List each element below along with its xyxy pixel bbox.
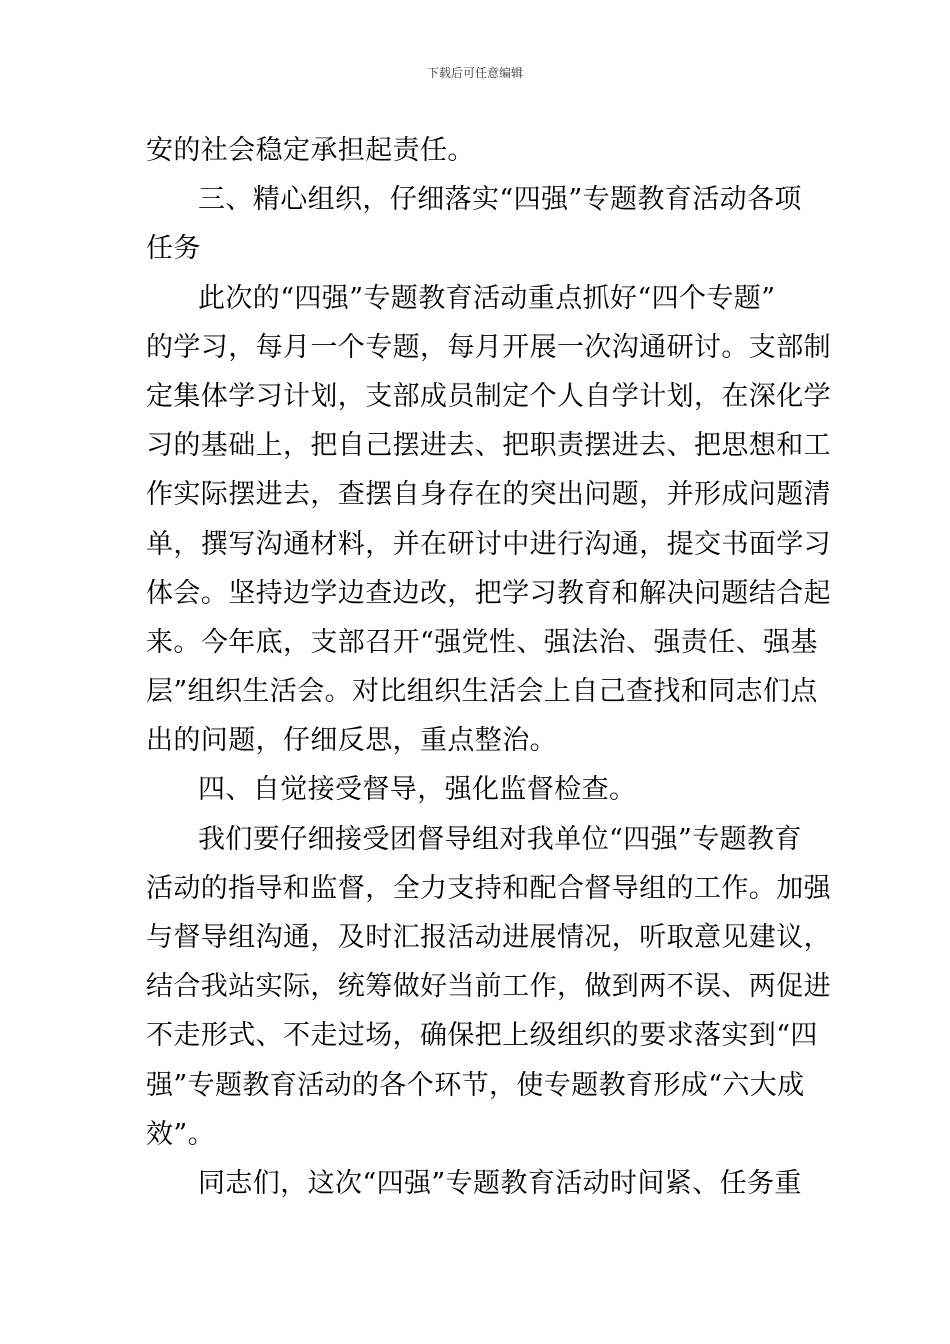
text-line: 四、自觉接受督导，强化监督检查。 xyxy=(198,774,637,806)
text-line: 体会。坚持边学边查边改，把学习教育和解决问题结合起 xyxy=(146,577,831,609)
text-line: 作实际摆进去，查摆自身存在的突出问题，并形成问题清 xyxy=(146,479,831,511)
text-line: 强”专题教育活动的各个环节，使专题教育形成“六大成 xyxy=(146,1069,805,1101)
text-line: 此次的“四强”专题教育活动重点抓好“四个专题” xyxy=(198,282,776,314)
text-line: 来。今年底，支部召开“强党性、强法治、强责任、强基 xyxy=(146,626,818,658)
text-line: 的学习，每月一个专题，每月开展一次沟通研讨。支部制 xyxy=(146,331,831,363)
text-line: 出的问题，仔细反思，重点整治。 xyxy=(146,725,557,757)
text-line: 不走形式、不走过场，确保把上级组织的要求落实到“四 xyxy=(146,1020,818,1052)
text-line: 效”。 xyxy=(146,1118,216,1150)
document-body xyxy=(146,126,831,1208)
text-line: 同志们，这次“四强”专题教育活动时间紧、任务重 xyxy=(198,1167,802,1199)
text-line: 结合我站实际，统筹做好当前工作，做到两不误、两促进 xyxy=(146,971,831,1003)
header-note: 下载后可任意编辑 xyxy=(426,66,523,80)
text-line: 活动的指导和监督，全力支持和配合督导组的工作。加强 xyxy=(146,872,831,904)
text-line: 单，撰写沟通材料，并在研讨中进行沟通，提交书面学习 xyxy=(146,528,831,560)
text-line: 与督导组沟通，及时汇报活动进展情况，听取意见建议， xyxy=(146,922,831,953)
text-line: 任务 xyxy=(146,233,201,265)
text-line: 我们要仔细接受团督导组对我单位“四强”专题教育 xyxy=(198,823,802,855)
text-line: 定集体学习计划，支部成员制定个人自学计划，在深化学 xyxy=(146,380,831,412)
text-line: 安的社会稳定承担起责任。 xyxy=(146,135,475,166)
text-line: 层”组织生活会。对比组织生活会上自己查找和同志们点 xyxy=(146,676,818,708)
text-line: 习的基础上，把自己摆进去、把职责摆进去、把思想和工 xyxy=(146,430,831,462)
text-line: 三、精心组织，仔细落实“四强”专题教育活动各项 xyxy=(198,184,802,216)
